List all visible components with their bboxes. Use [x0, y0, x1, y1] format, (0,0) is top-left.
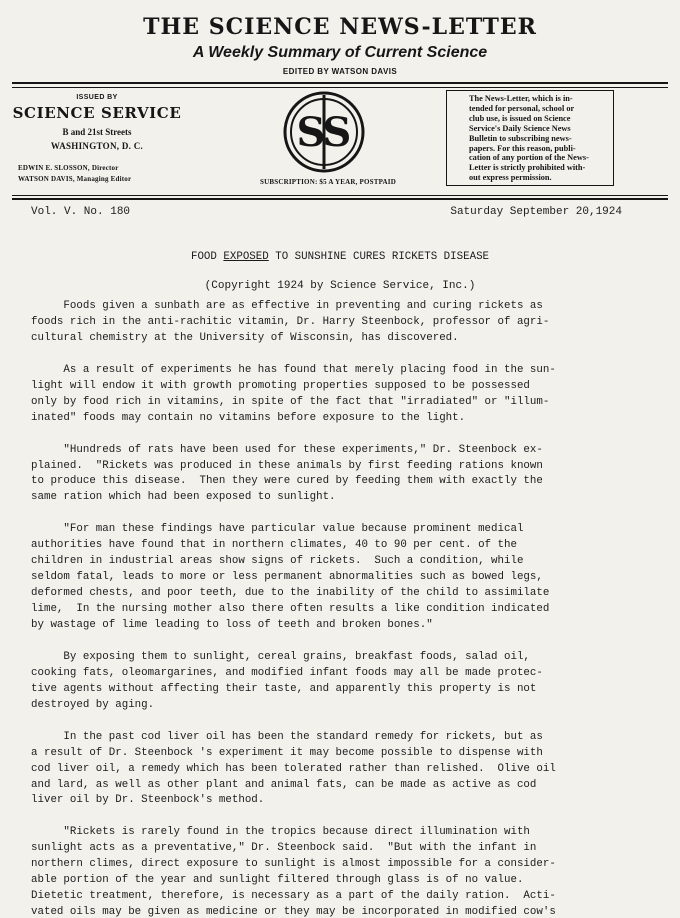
notice-line: The News-Letter, which is in- — [469, 94, 573, 103]
staff-managing-editor: WATSON DAVIS, Managing Editor — [18, 175, 132, 183]
issuer-address-street: B and 21st Streets — [62, 127, 132, 137]
headline-part: TO SUNSHINE CURES RICKETS DISEASE — [268, 251, 490, 263]
masthead-subtitle: A Weekly Summary of Current Science — [192, 44, 488, 61]
article-line: plained. "Rickets was produced in these animals by first feeding rations known — [31, 459, 543, 472]
staff-director: EDWIN E. SLOSSON, Director — [18, 164, 119, 172]
notice-box — [446, 90, 614, 186]
article-line: a result of Dr. Steenbock 's experiment it may become possible to dispense with — [31, 746, 543, 759]
article-line: northern climes, direct exposure to sunlight is almost impossible for a consider- — [31, 858, 556, 871]
notice-line: tended for personal, school or — [469, 103, 575, 113]
article-line: authorities have found that in northern climates, 40 to 90 per cent. of the — [31, 539, 517, 552]
headline-part-underlined: EXPOSED — [223, 251, 269, 263]
article-line: cod liver oil, a remedy which has been tolerated rather than relished. Olive oil — [31, 762, 556, 775]
article-line: able portion of the year and sunlight filtered through glass is of no value. — [31, 874, 524, 887]
article-copyright: (Copyright 1924 by Science Service, Inc.) — [204, 280, 476, 292]
headline-part: FOOD — [190, 251, 224, 263]
notice-line: Bulletin to subscribing news- — [469, 133, 572, 143]
article-line: Dietetic treatment, therefore, is necessary as a part of the daily ration. Acti- — [31, 890, 556, 903]
article-line: by wastage of lime leading to loss of teeth and broken bones." — [31, 619, 433, 631]
article-line: "For man these findings have particular value because prominent medical — [31, 523, 524, 536]
notice-line: papers. For this reason, publi- — [469, 143, 576, 153]
article-headline — [0, 251, 680, 263]
masthead-editor: EDITED BY WATSON DAVIS — [282, 67, 398, 76]
article-line: vated oils may be given as medicine or they may be incorporated in modified cow's — [31, 906, 556, 918]
article-line: tive agents without affecting their taste, and apparently this property is not — [31, 682, 537, 695]
article-line: "Rickets is rarely found in the tropics because direct illumination with — [31, 826, 530, 839]
article-line: inated" foods may contain no vitamins before exposure to the light. — [31, 411, 466, 424]
article-line: children in industrial areas show signs of rickets. Such a condition, while — [31, 555, 524, 568]
article-line: Foods given a sunbath are as effective in preventing and curing rickets as — [31, 300, 543, 312]
issuer-name: SCIENCE SERVICE — [12, 104, 182, 122]
subscription-price: SUBSCRIPTION: $5 A YEAR, POSTPAID — [260, 178, 396, 186]
article-line: liver oil by Dr. Steenbock's method. — [31, 794, 265, 807]
article-line: same ration which had been exposed to sunlight. — [31, 491, 336, 504]
notice-line: Service's Daily Science News — [469, 123, 571, 133]
article-line: foods rich in the anti-rachitic vitamin, Dr. Harry Steenbock, professor of agri- — [31, 315, 550, 328]
notice-line: club use, is issued on Science — [469, 113, 571, 123]
article-line: deformed chests, and poor teeth, due to the inability of the child to assimilate — [31, 587, 550, 600]
seal-letter-right: S — [322, 109, 352, 156]
science-service-seal-icon — [283, 91, 365, 173]
article-line: By exposing them to sunlight, cereal grains, breakfast foods, salad oil, — [31, 650, 530, 663]
article-line: In the past cod liver oil has been the standard remedy for rickets, but as — [31, 730, 543, 743]
article-line: As a result of experiments he has found that merely placing food in the sun- — [31, 363, 556, 376]
article-line: light will endow it with growth promoting properties supposed to be possessed — [31, 379, 530, 392]
top-rule-thin — [12, 87, 668, 88]
top-rule — [12, 82, 668, 84]
masthead-title: THE SCIENCE NEWS-LETTER — [143, 14, 537, 40]
bottom-rule — [12, 198, 668, 200]
issue-volume: Vol. V. No. 180 — [31, 206, 131, 218]
issue-date: Saturday September 20,1924 — [450, 206, 622, 218]
article-line: seldom fatal, leads to more or less permanent abnormalities such as bowed legs, — [31, 571, 543, 584]
bottom-rule-thin — [12, 195, 668, 196]
article-line: sunlight acts as a preventative," Dr. Steenbock said. "But with the infant in — [31, 842, 537, 855]
seal-letter-left: S — [296, 109, 326, 156]
article-line: "Hundreds of rats have been used for these experiments," Dr. Steenbock ex- — [31, 443, 543, 456]
issued-by-label: ISSUED BY — [76, 94, 118, 101]
issuer-address-city: WASHINGTON, D. C. — [50, 141, 144, 151]
article-line: destroyed by aging. — [31, 698, 155, 711]
article-line: and lard, as well as other plant and animal fats, can be made as active as cod — [31, 778, 537, 791]
article-line: lime, In the nursing mother also there often results a like condition indicated — [31, 603, 550, 616]
notice-line: Letter is strictly prohibited with- — [469, 163, 586, 173]
notice-line: cation of any portion of the News- — [469, 153, 589, 163]
article-line: to produce this disease. Then they were cured by feeding them with exactly the — [31, 475, 543, 488]
article-line: cultural chemistry at the University of Wisconsin, has discovered. — [31, 331, 459, 344]
article-line: only by food rich in vitamins, in spite of the fact that "irradiated" or "illum- — [31, 395, 550, 408]
article-line: cooking fats, oleomargarines, and modified infant foods may all be made protec- — [31, 666, 543, 679]
notice-line: out express permission. — [469, 173, 552, 183]
